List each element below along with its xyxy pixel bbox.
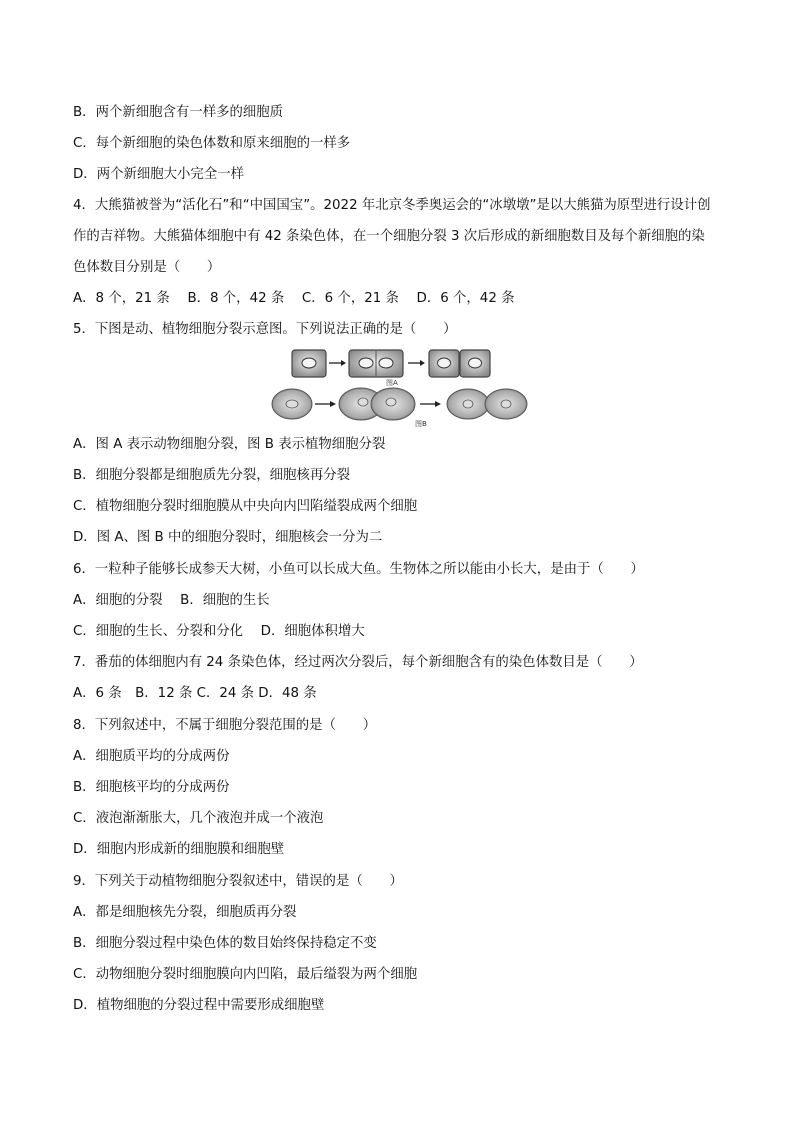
q5-option-c: C．植物细胞分裂时细胞膜从中央向内凹陷缢裂成两个细胞 — [73, 499, 418, 514]
figure-a-label: 图A — [386, 379, 398, 387]
plant-cell-pair — [429, 350, 490, 377]
q6-stem: 6．一粒种子能够长成参天大树，小鱼可以长成大鱼。生物体之所以能由小长大，是由于（ ） — [73, 562, 644, 577]
plant-cell-dividing — [349, 350, 403, 377]
q4-stem-line-2: 作的吉祥物。大熊猫体细胞中有 42 条染色体，在一个细胞分裂 3 次后形成的新细胞数目及每个新细胞的染 — [73, 229, 705, 244]
q9-option-b: B．细胞分裂过程中染色体的数目始终保持稳定不变 — [73, 936, 377, 951]
animal-cell-dividing — [339, 388, 415, 420]
arrow-a1 — [329, 360, 346, 366]
animal-cell-1 — [272, 389, 312, 419]
arrow-b2 — [420, 401, 441, 407]
q8-option-a: A．细胞质平均的分成两份 — [73, 749, 230, 764]
q6-options-2: C．细胞的生长、分裂和分化 D．细胞体积增大 — [73, 624, 365, 639]
q7-stem: 7．番茄的体细胞内有 24 条染色体，经过两次分裂后，每个新细胞含有的染色体数目是（ ） — [73, 655, 643, 670]
q8-option-c: C．液泡渐渐胀大，几个液泡并成一个液泡 — [73, 811, 324, 826]
q7-options: A．6 条 B．12 条 C．24 条 D．48 条 — [73, 686, 317, 701]
q9-option-c: C．动物细胞分裂时细胞膜向内凹陷，最后缢裂为两个细胞 — [73, 967, 418, 982]
q5-option-a: A．图 A 表示动物细胞分裂，图 B 表示植物细胞分裂 — [73, 437, 386, 452]
arrow-a2 — [408, 360, 425, 366]
q9-option-a: A．都是细胞核先分裂，细胞质再分裂 — [73, 905, 297, 920]
q9-stem: 9．下列关于动植物细胞分裂叙述中，错误的是（ ） — [73, 874, 403, 889]
q3-option-d: D．两个新细胞大小完全一样 — [73, 167, 244, 182]
arrow-b1 — [315, 401, 336, 407]
q4-options: A．8 个，21 条 B．8 个，42 条 C．6 个，21 条 D．6 个，42 条 — [73, 291, 515, 306]
q8-option-b: B．细胞核平均的分成两份 — [73, 780, 230, 795]
q5-stem: 5．下图是动、植物细胞分裂示意图。下列说法正确的是（ ） — [73, 322, 457, 337]
q3-option-c: C．每个新细胞的染色体数和原来细胞的一样多 — [73, 136, 351, 151]
q5-option-d: D．图 A、图 B 中的细胞分裂时，细胞核会一分为二 — [73, 530, 383, 545]
q5-option-b: B．细胞分裂都是细胞质先分裂，细胞核再分裂 — [73, 468, 350, 483]
q4-stem-line-3: 色体数目分别是（ ） — [73, 260, 221, 275]
q4-stem-line-1: 4．大熊猫被誉为“活化石”和“中国国宝”。2022 年北京冬季奥运会的“冰墩墩”是以大熊猫为原型进行设计创 — [73, 198, 711, 213]
q3-option-b: B．两个新细胞含有一样多的细胞质 — [73, 105, 284, 120]
q9-option-d: D．植物细胞的分裂过程中需要形成细胞壁 — [73, 998, 325, 1013]
animal-cell-pair — [447, 389, 527, 419]
q6-options-1: A．细胞的分裂 B．细胞的生长 — [73, 593, 270, 608]
q8-stem: 8．下列叙述中，不属于细胞分裂范围的是（ ） — [73, 718, 377, 733]
figure-b-label: 图B — [415, 420, 427, 428]
plant-cell-1 — [292, 350, 326, 377]
cell-division-figure — [270, 344, 530, 430]
q8-option-d: D．细胞内形成新的细胞膜和细胞壁 — [73, 842, 285, 857]
